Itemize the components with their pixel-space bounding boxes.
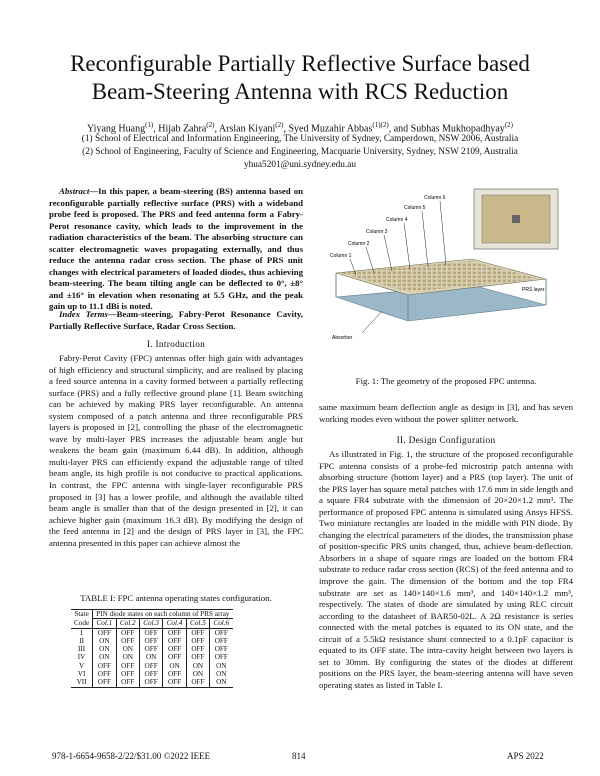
abstract-text: —In this paper, a beam-steering (BS) antenna based on reconfigurable partially reflective surface (PRS) with a wideband probe feed is proposed. The PRS and feed antenna form a Fabry-Perot resonance cavity, which leads to the improvement in the radiation characteristics of the beam. The absorbing structure can scatter electromagnetic waves propagating externally, and thus reduce the antenna radar cross section. The phase of PRS unit changes with electrical parameters of loaded diodes, thus achieving beam-steering. The beam tilting angle can be deflected to 0°, ±8° and ±16° in elevation when resonating at 5.5 GHz, and the peak gain up to 11.1 dBi is noted.: [49, 186, 303, 312]
table-cell-code: V: [78, 661, 85, 670]
table-cell-code: VI: [77, 670, 86, 679]
design-configuration-text: [319, 449, 573, 691]
table-row: [71, 628, 233, 637]
table-cell: OFF: [186, 653, 209, 661]
author-affiliation-mark: (2): [275, 121, 284, 129]
table-cell: OFF: [210, 628, 233, 637]
table-header-column: Col.3: [139, 619, 162, 628]
table-header-column: Col.1: [93, 619, 116, 628]
table-cell: OFF: [186, 637, 209, 645]
table-row: [71, 662, 233, 670]
figure-label-column: Column 3: [366, 229, 388, 235]
table-cell: OFF: [139, 645, 162, 653]
index-terms-label: Index Terms: [59, 309, 108, 319]
author-affiliation-mark: (1)(2): [372, 121, 389, 129]
table-cell: ON: [93, 637, 116, 645]
table-cell: OFF: [139, 662, 162, 670]
table-caption: TABLE I: FPC antenna operating states configuration.: [80, 593, 272, 603]
table-cell: OFF: [93, 678, 116, 687]
figure-label-column: Column 2: [348, 241, 370, 247]
table-cell-code: IV: [77, 653, 86, 662]
table-cell: OFF: [139, 637, 162, 645]
author-affiliation-mark: (1): [145, 121, 154, 129]
design-paragraph: As illustrated in Fig. 1, the structure of the proposed reconfigurable FPC antenna consists of a probe-fed microstrip patch antenna with absorbing structure (bottom layer) and a PRS (top layer). The unit of the PRS layer has square metal patches with 17.6 mm in side length and a square FR4 substrate with the dimension of 20×20×1.2 mm³. The performance of proposed FPC antenna is simulated using Ansys HFSS. Two miniature rectangles are loaded in the middle with PIN diode. By changing the electrical parameters of the diodes, the transmission phase of position-specific PRS units changed, thus, achieve beam-deflection. Absorbers in a shape of square rings are loaded on the bottom FR4 substrate to reduce radar cross section (RCS) of the feed antenna and to improve the gain. The dimension of the bottom and the top FR4 substrate are set as 140×140×1.6 mm³, and 140×140×1.2 mm³, respectively. The states of diode are simulated by using RLC circuit according to the datasheet of BAR50-02L. A 2Ω resistance is series connected with the metal patches is equated to its ON state, and the circuit of a 5.5kΩ resistance shunt connected to a 0.1pF capacitor is equated to its OFF state. The intra-cavity height between two layers is set to 30mm. By configuring the states of the diodes at different positions on the PRS layer, the beam-steering antenna will have seven operating states as listed in Table I.: [319, 449, 573, 690]
table-cell: OFF: [163, 670, 186, 678]
table-cell: ON: [186, 670, 209, 678]
author-name: Hijab Zahra: [158, 123, 207, 135]
table-row: [71, 670, 233, 678]
table-cell: OFF: [116, 678, 139, 687]
table-cell: OFF: [116, 670, 139, 678]
figure-label-column: Column 1: [330, 253, 352, 259]
introduction-text: [49, 353, 303, 549]
table-cell: OFF: [163, 653, 186, 661]
table-cell: ON: [186, 662, 209, 670]
table-cell: OFF: [116, 628, 139, 637]
table-row: [71, 645, 233, 653]
table-cell: OFF: [210, 653, 233, 661]
introduction-paragraph: Fabry-Perot Cavity (FPC) antennas offer high gain with advantages of high efficiency and structural simplicity, and are realised by placing a feed source antenna in a cavity formed between a partially reflecting surface (PRS) and a fully reflective ground plane [1]. Beam switching can be achieved by making PRS layer reconfigurable. An antenna system composed of a patch antenna and three reconfigurable PRS layers is proposed in [2], controlling the phase of the electromagnetic wave by multi-layer PRS increases the adjustable beam angle but weakens the beam gain (maximum 6.44 dB). In addition, although multi-layer PRS can efficiently expand the adjustable range of tilted beam angle, its high profile is not conducive to practical applications. In contrast, the FPC antenna with single-layer reconfigurable PRS proposed in [3] has a lower profile, and although the available tilted beam angle is smaller than that of the design presented in [2], it can achieve higher gain (maximum 16.3 dB). By modifying the design of the feed antenna in [2] and the design of PRS layer in [3], the FPC antenna presented in this paper can achieve almost the: [49, 353, 303, 548]
table-cell-code: VII: [76, 678, 87, 687]
table-header-state: State: [74, 610, 89, 619]
table-header-column: Col.2: [116, 619, 139, 628]
table-cell: OFF: [163, 628, 186, 637]
footer-page-number: 814: [292, 751, 306, 761]
author-affiliation-mark: (2): [206, 121, 215, 129]
figure-label-column: Column 6: [424, 195, 446, 201]
table-header-column: Col.6: [210, 619, 233, 628]
table-row: [71, 637, 233, 645]
footer-conference: APS 2022: [507, 751, 544, 761]
table-cell: ON: [210, 662, 233, 670]
title-line-1: Reconfigurable Partially Reflective Surface based: [70, 51, 530, 76]
table-cell: OFF: [139, 670, 162, 678]
table-cell: ON: [139, 653, 162, 661]
table-cell: ON: [116, 653, 139, 661]
index-terms-text: —Beam-steering, Fabry-Perot Resonance Cavity, Partially Reflective Surface, Radar Cross Section.: [49, 309, 303, 331]
table-cell: OFF: [116, 662, 139, 670]
abstract: [49, 186, 303, 313]
section-heading-design: II. Design Configuration: [396, 436, 496, 446]
table-cell-code: I: [80, 628, 83, 637]
table-row: [71, 678, 233, 687]
abstract-label: Abstract: [59, 186, 90, 196]
table-cell: OFF: [186, 678, 209, 687]
figure-caption: Fig. 1: The geometry of the proposed FPC antenna.: [355, 376, 537, 386]
table-cell: ON: [93, 645, 116, 653]
design-intro-continuation: [319, 402, 573, 425]
table-cell: OFF: [139, 628, 162, 637]
table-header-group: PIN diode states on each column of PRS array: [93, 610, 233, 619]
table-cell-code: III: [77, 645, 86, 654]
author-name: Yiyang Huang: [87, 123, 146, 135]
table-cell: ON: [210, 678, 233, 687]
table-cell: OFF: [93, 628, 116, 637]
author-name: Subhas Mukhopadhyay: [410, 123, 505, 135]
table-cell: OFF: [163, 645, 186, 653]
figure-1: [322, 187, 560, 345]
figure-label-absorber: Absorber: [332, 335, 353, 341]
author-list: Yiyang Huang$^{(1)}$, Hijab Zahra$^{(2)}$, Arslan Kiyani$^{(2)}$, Syed Muzahir Abbas$^{(1)(2)}$, and Subhas Mukhopadhyay$^{(2)}$: [87, 121, 513, 135]
table-cell: OFF: [163, 678, 186, 687]
paper-title: [30, 50, 570, 106]
table-cell: ON: [210, 670, 233, 678]
table-cell: OFF: [210, 645, 233, 653]
author-name: Syed Muzahir Abbas: [288, 123, 373, 135]
figure-label-prs-layer: PRS layer: [522, 287, 545, 293]
title-line-2: Beam-Steering Antenna with RCS Reduction: [91, 79, 509, 104]
table-cell: ON: [93, 653, 116, 661]
figure-label-column: Column 5: [404, 205, 426, 211]
states-table: [71, 609, 233, 688]
author-email: yhua5201@uni.sydney.edu.au: [243, 160, 356, 170]
table-header-column: Col.4: [163, 619, 186, 628]
affiliation-2: (2) School of Engineering, Faculty of Science and Engineering, Macquarie University, Sydney, NSW 2109, Australia: [82, 147, 518, 157]
states-table-wrapper: [71, 609, 233, 688]
figure-label-column: Column 4: [386, 217, 408, 223]
table-cell: OFF: [186, 628, 209, 637]
table-cell-code: II: [79, 636, 84, 645]
section-heading-introduction: I. Introduction: [146, 340, 206, 350]
table-header-code: Code: [71, 619, 93, 628]
continuation-paragraph: same maximum beam deflection angle as design in [3], and has seven working modes even without the power splitter network.: [319, 402, 573, 424]
table-cell: OFF: [186, 645, 209, 653]
table-cell: OFF: [139, 678, 162, 687]
affiliation-1: (1) School of Electrical and Information Engineering, The University of Sydney, Camperdown, NSW 2006, Australia: [81, 134, 519, 144]
table-header-column: Col.5: [186, 619, 209, 628]
author-affiliation-mark: (2): [504, 121, 513, 129]
table-cell: OFF: [93, 670, 116, 678]
index-terms: [49, 309, 303, 332]
table-cell: OFF: [163, 637, 186, 645]
fpc-antenna-geometry: [322, 187, 560, 345]
table-cell: ON: [116, 645, 139, 653]
footer-isbn: 978-1-6654-9658-2/22/$31.00 ©2022 IEEE: [52, 751, 211, 761]
table-row: [71, 653, 233, 661]
table-cell: ON: [163, 662, 186, 670]
table-cell: OFF: [210, 637, 233, 645]
author-name: Arslan Kiyani: [218, 123, 276, 135]
table-cell: OFF: [93, 662, 116, 670]
table-cell: OFF: [116, 637, 139, 645]
